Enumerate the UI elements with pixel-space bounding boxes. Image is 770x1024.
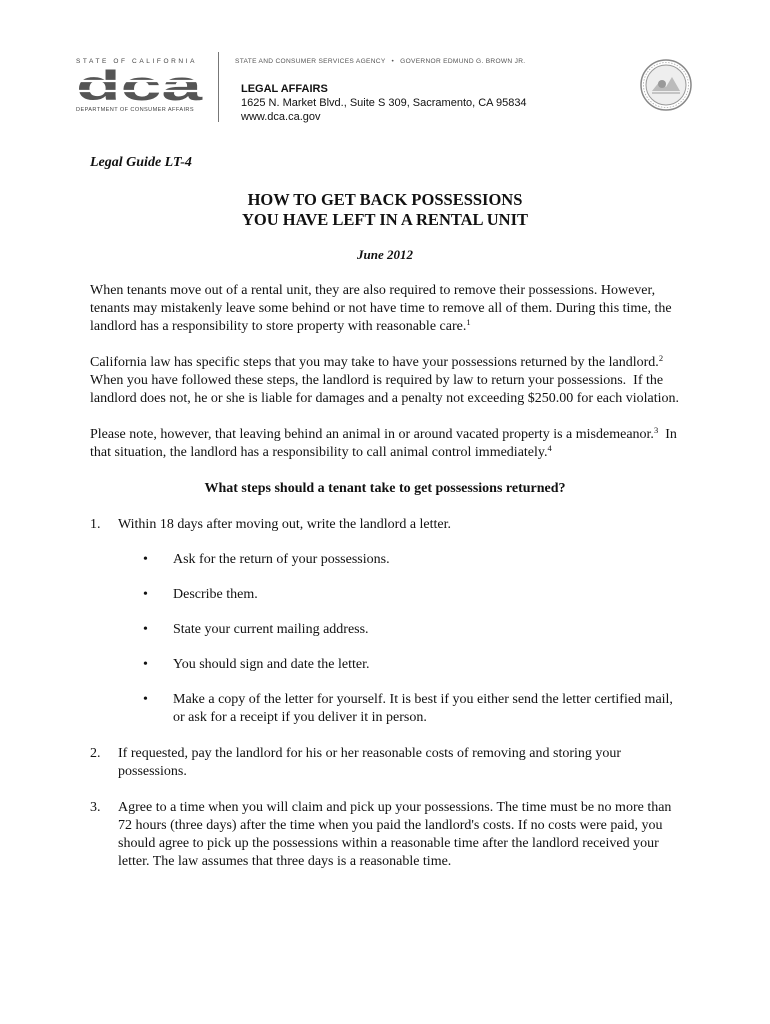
paragraph-1 <box>90 282 680 336</box>
bullet-icon: • <box>143 552 148 567</box>
bullet-icon: • <box>143 587 148 602</box>
letterhead-divider <box>218 52 219 122</box>
step-item <box>90 799 680 871</box>
bullet-icon: • <box>143 657 148 672</box>
title-line-1: HOW TO GET BACK POSSESSIONS <box>247 190 523 209</box>
paragraph-2 <box>90 354 680 408</box>
step-text: Agree to a time when you will claim and pick up your possessions. The time must be no more than 72 hours (three days) after the time when you paid the landlord's costs. If no costs were paid, you should agree to pick up the possessions within a reasonable time after the landlord received your letter. The law assumes that three days is a reasonable time. <box>118 800 672 869</box>
document-date: June 2012 <box>357 247 413 262</box>
dca-logo-mark-icon <box>76 69 204 103</box>
step-number: 3. <box>90 800 101 815</box>
office-website[interactable]: www.dca.ca.gov <box>241 111 321 123</box>
paragraph-3 <box>90 426 680 462</box>
agency-line <box>235 58 525 65</box>
bullet-text: Describe them. <box>173 587 258 602</box>
document-body <box>90 150 680 871</box>
logo-department-label: DEPARTMENT OF CONSUMER AFFAIRS <box>76 107 194 113</box>
bullet-item <box>118 621 680 639</box>
guide-label: Legal Guide LT-4 <box>90 155 192 170</box>
separator-dot: • <box>391 58 395 65</box>
logo-state-label: STATE OF CALIFORNIA <box>76 58 198 65</box>
bullet-item <box>118 656 680 674</box>
step-1-bullets <box>118 551 680 727</box>
paragraph-2-text-a: California law has specific steps that you may take to have your possessions returned by the landlord. <box>90 355 659 370</box>
footnote-ref-3: 3 <box>653 425 659 435</box>
office-block <box>241 82 527 124</box>
step-content <box>118 516 680 727</box>
paragraph-3-text-a: Please note, however, that leaving behind an animal in or around vacated property is a misdemeanor. <box>90 427 654 442</box>
office-name: LEGAL AFFAIRS <box>241 83 328 95</box>
bullet-icon: • <box>143 622 148 637</box>
logo-wordmark: dca <box>76 69 204 103</box>
section-question: What steps should a tenant take to get possessions returned? <box>204 481 566 496</box>
step-number: 1. <box>90 517 101 532</box>
title-line-2: YOU HAVE LEFT IN A RENTAL UNIT <box>241 210 529 229</box>
bullet-icon: • <box>143 692 148 707</box>
step-text: Within 18 days after moving out, write the landlord a letter. <box>118 517 452 532</box>
document-title <box>90 190 680 230</box>
bullet-text: Make a copy of the letter for yourself. It is best if you either send the letter certified mail, or ask for a receipt if you deliver it in person. <box>173 692 673 725</box>
office-address: 1625 N. Market Blvd., Suite S 309, Sacramento, CA 95834 <box>241 97 527 109</box>
steps-list <box>90 516 680 871</box>
step-text: If requested, pay the landlord for his or her reasonable costs of removing and storing your possessions. <box>118 746 622 779</box>
paragraph-3-text-b: In that situation, the landlord has a responsibility to call animal control immediately. <box>90 427 681 460</box>
step-item <box>90 516 680 727</box>
step-number: 2. <box>90 746 101 761</box>
letterhead <box>0 0 770 140</box>
agency-name: STATE AND CONSUMER SERVICES AGENCY <box>235 58 386 65</box>
bullet-text: You should sign and date the letter. <box>173 657 370 672</box>
dca-logo <box>76 58 206 113</box>
paragraph-1-text: When tenants move out of a rental unit, they are also required to remove their possessions. However, tenants may mistakenly leave some behind or not have time to remove all of them. During this time, the landlord has a responsibility to store property with reasonable care. <box>90 283 672 334</box>
footnote-ref-4: 4 <box>547 443 552 453</box>
footnote-ref-2: 2 <box>658 353 664 363</box>
step-item <box>90 745 680 781</box>
governor-name: GOVERNOR EDMUND G. BROWN JR. <box>400 58 526 65</box>
footnote-ref-1: 1 <box>466 317 471 327</box>
bullet-item <box>118 551 680 569</box>
bullet-text: Ask for the return of your possessions. <box>173 552 390 567</box>
bullet-item <box>118 691 680 727</box>
bullet-item <box>118 586 680 604</box>
state-seal-icon <box>640 59 692 111</box>
bullet-text: State your current mailing address. <box>173 622 369 637</box>
paragraph-2-text-b: When you have followed these steps, the landlord is required by law to return your possessions. If the landlord does not, he or she is liable for damages and a penalty not exceeding $250.00 for each violation. <box>90 355 679 406</box>
